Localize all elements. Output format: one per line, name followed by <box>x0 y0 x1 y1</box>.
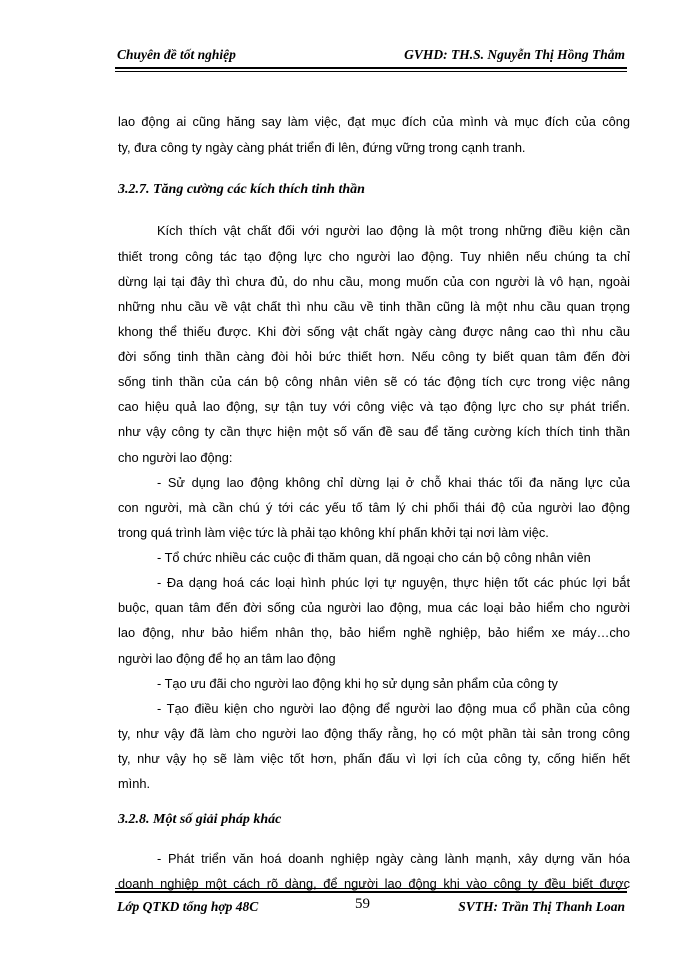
header-left: Chuyên đề tốt nghiệp <box>117 47 236 62</box>
paragraph-line: Kích thích vật chất đối với người lao động là một trong những điều kiện cần <box>157 223 630 238</box>
paragraph-line: thiết trong công tác tạo động lực cho người lao động. Tuy nhiên nếu chúng ta chỉ <box>118 249 630 264</box>
paragraph-line: buộc, quan tâm đến đời sống của người lao động, mua các loại bảo hiểm cho người <box>118 600 630 615</box>
footer-left: Lớp QTKD tổng hợp 48C <box>117 899 259 914</box>
section-328-heading: 3.2.8. Một số giải pháp khác <box>118 812 282 827</box>
paragraph-line: đời sống tinh thần càng đòi hỏi bức thiết hơn. Nếu công ty biết quan tâm đến đời <box>118 349 630 364</box>
paragraph-line: mình. <box>118 776 151 791</box>
paragraph-line: - Đa dạng hoá các loại hình phúc lợi tự nguyện, thực hiện tốt các phúc lợi bắt <box>157 575 630 590</box>
paragraph-line: người lao động để họ an tâm lao động <box>118 651 336 666</box>
paragraph-line: ty, như vậy họ sẽ làm việc tốt hơn, phấn đấu vì lợi ích của công ty, cống hiến hết <box>118 751 630 766</box>
header-right: GVHD: TH.S. Nguyễn Thị Hồng Thắm <box>404 47 625 62</box>
paragraph-line: sống tinh thần của cán bộ công nhân viên sẽ có tác động tích cực trong việc nâng <box>118 374 630 389</box>
intro-line: ty, đưa công ty ngày càng phát triển đi lên, đứng vững trong cạnh tranh. <box>118 140 526 155</box>
footer-right: SVTH: Trần Thị Thanh Loan <box>458 899 625 914</box>
paragraph-line: - Tổ chức nhiều các cuộc đi thăm quan, dã ngoại cho cán bộ công nhân viên <box>157 550 591 565</box>
intro-line: lao động ai cũng hăng say làm việc, đạt mục đích của mình và mục đích của công <box>118 114 630 129</box>
paragraph-line: lao động, như bảo hiểm nhân thọ, bảo hiểm nghề nghiệp, bảo hiểm xe máy…cho <box>118 625 630 640</box>
paragraph-line: như vậy công ty cần thực hiện một số vấn đề sau để tăng cường kích thích tinh thần <box>118 424 630 439</box>
paragraph-line: trong quá trình làm việc tức là phải tạo không khí phấn khởi tại nơi làm việc. <box>118 525 549 540</box>
paragraph-line: con người, mà cần chú ý tới các yếu tố tâm lý chi phối thái độ của người lao động <box>118 500 630 515</box>
paragraph-line: những nhu cầu về vật chất thì nhu cầu về tinh thần cũng là một nhu cầu quan trọng <box>118 299 630 314</box>
paragraph-line: ty, như vậy đã làm cho người lao động thấy rằng, họ có một phần tài sản trong công <box>118 726 630 741</box>
paragraph-line: dừng lại tại đây thì chưa đủ, do nhu cầu, mong muốn của con người là vô hạn, ngoài <box>118 274 630 289</box>
paragraph-line: cao hiệu quả lao động, sự tận tuy với công việc và tạo động lực cho sự phát triển. <box>118 399 630 414</box>
paragraph-line: - Tạo điều kiện cho người lao động để người lao động mua cổ phần của công <box>157 701 630 716</box>
paragraph-line: - Tạo ưu đãi cho người lao động khi họ sử dụng sản phẩm của công ty <box>157 676 558 691</box>
footer-rule-thin <box>115 888 627 889</box>
paragraph-line: khong thể thiếu được. Khi đời sống vật chất ngày càng được nâng cao thì nhu cầu <box>118 324 630 339</box>
header-rule-thin <box>115 71 627 72</box>
footer-rule <box>115 891 627 893</box>
paragraph-line: - Sử dụng lao động không chỉ dừng lại ở chỗ khai thác tối đa năng lực của <box>157 475 630 490</box>
paragraph-line: doanh nghiệp một cách rõ dàng, để người lao động khi vào công ty đều biết được <box>118 876 630 891</box>
paragraph-line: cho người lao động: <box>118 450 233 465</box>
paragraph-line: - Phát triển văn hoá doanh nghiệp ngày càng lành mạnh, xây dựng văn hóa <box>157 851 630 866</box>
section-327-heading: 3.2.7. Tăng cường các kích thích tinh thần <box>118 182 365 197</box>
page-number: 59 <box>355 896 370 912</box>
header-rule <box>115 67 627 69</box>
